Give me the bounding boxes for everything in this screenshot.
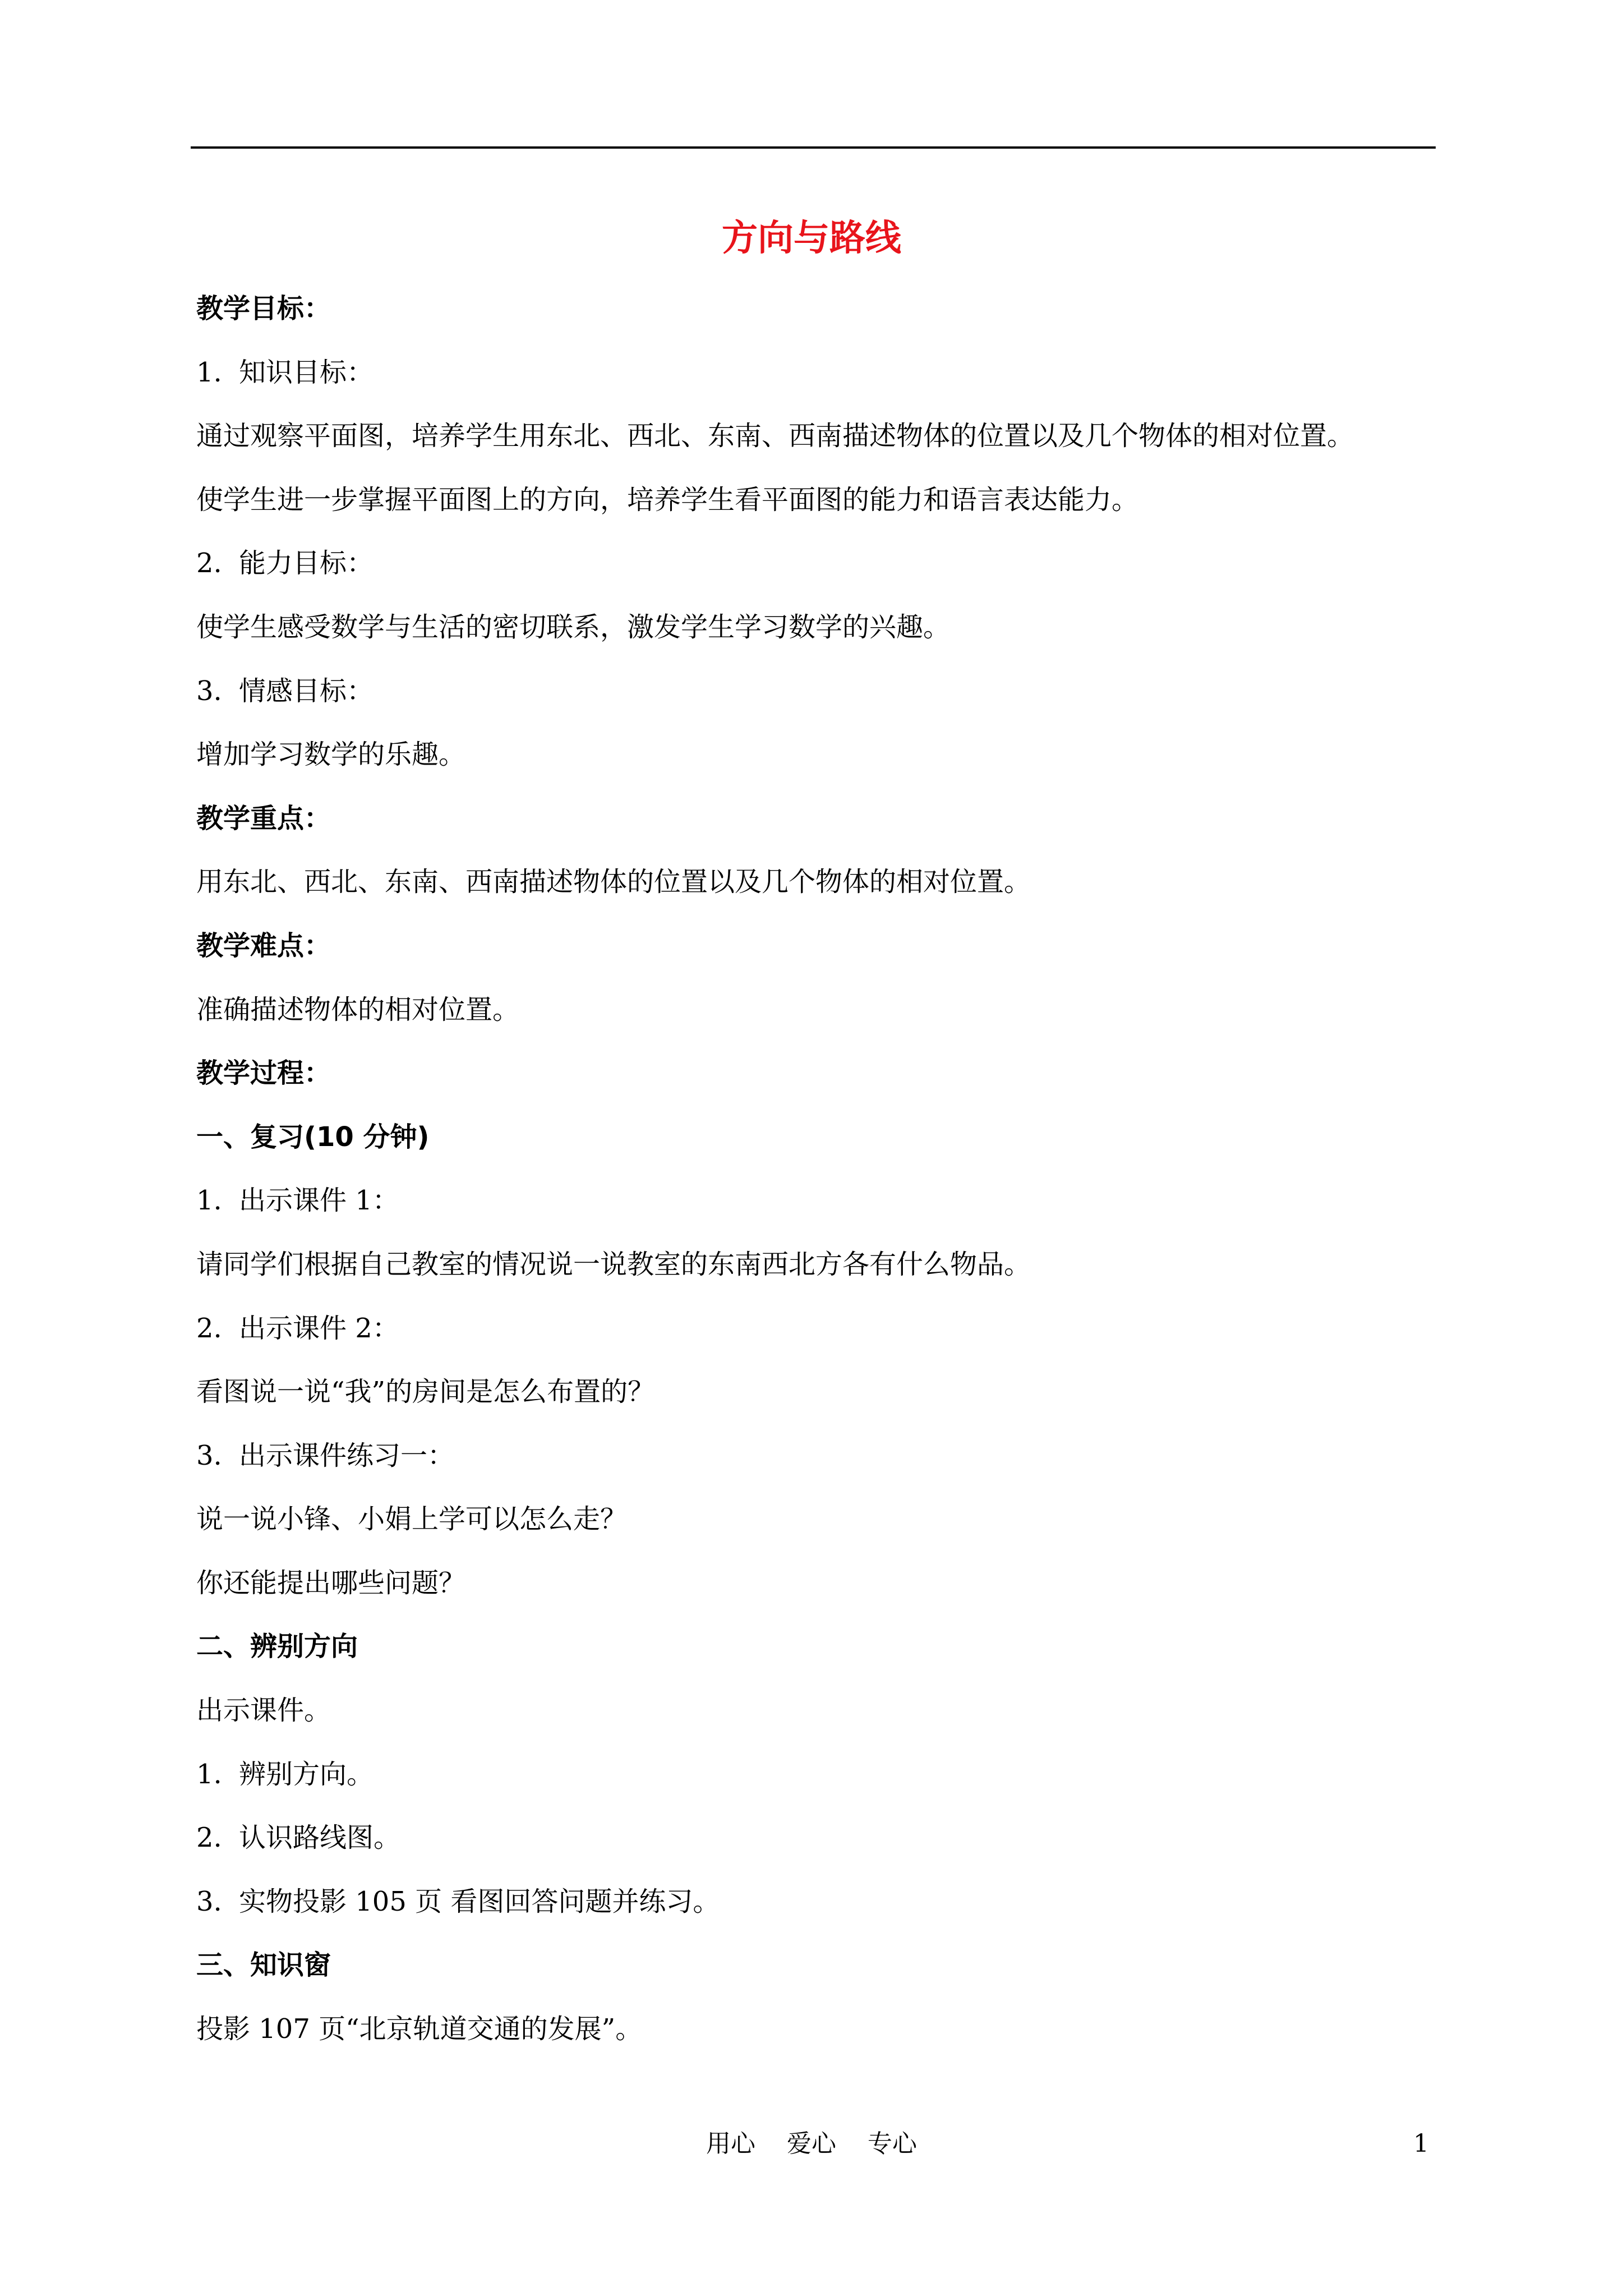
- footer-motto-word: 专心: [868, 2129, 917, 2158]
- paragraph: 投影 107 页“北京轨道交通的发展”。: [196, 2013, 643, 2045]
- list-item: [196, 1757, 1441, 1791]
- paragraph: 出示课件。: [196, 1695, 331, 1727]
- paragraph: 你还能提出哪些问题？: [196, 1567, 466, 1599]
- footer-motto: [0, 2127, 1623, 2161]
- list-item: [196, 1885, 1441, 1918]
- item-number: 1.: [196, 1185, 222, 1217]
- list-item: [196, 1439, 1441, 1473]
- paragraph: 使学生感受数学与生活的密切联系，激发学生学习数学的兴趣。: [196, 611, 951, 643]
- item-number: 3.: [196, 675, 222, 707]
- section-heading: 三、知识窗: [196, 1949, 331, 1981]
- item-number: 2.: [196, 1312, 222, 1344]
- list-item: [196, 1821, 1441, 1855]
- paragraph: 使学生进一步掌握平面图上的方向，培养学生看平面图的能力和语言表达能力。: [196, 484, 1139, 516]
- section-heading: 教学过程：: [196, 1057, 331, 1089]
- list-item: [196, 356, 1441, 389]
- list-item: [196, 1312, 1441, 1345]
- item-number: 3.: [196, 1439, 222, 1471]
- page-number: 1: [1413, 2129, 1429, 2158]
- header-rule: [191, 146, 1436, 149]
- paragraph: 通过观察平面图，培养学生用东北、西北、东南、西南描述物体的位置以及几个物体的相对位置。: [196, 420, 1354, 452]
- list-item: [196, 674, 1441, 708]
- paragraph: 说一说小锋、小娟上学可以怎么走？: [196, 1503, 628, 1535]
- item-text: 情感目标：: [239, 675, 374, 707]
- paragraph: 增加学习数学的乐趣。: [196, 739, 466, 771]
- item-text: 能力目标：: [239, 547, 374, 579]
- section-heading: 一、复习(10 分钟): [196, 1121, 430, 1153]
- item-text: 出示课件 1：: [239, 1185, 399, 1217]
- paragraph: 用东北、西北、东南、西南描述物体的位置以及几个物体的相对位置。: [196, 866, 1031, 898]
- list-item: [196, 1184, 1441, 1217]
- item-text: 知识目标：: [239, 356, 374, 388]
- item-text: 出示课件练习一：: [239, 1439, 455, 1471]
- item-number: 3.: [196, 1885, 222, 1917]
- item-number: 2.: [196, 1822, 222, 1854]
- section-heading: 教学难点：: [196, 930, 331, 961]
- footer-motto-word: 用心: [706, 2129, 755, 2158]
- item-number: 1.: [196, 1758, 222, 1790]
- section-heading: 教学重点：: [196, 802, 331, 834]
- item-text: 辨别方向。: [239, 1758, 374, 1790]
- item-number: 2.: [196, 547, 222, 579]
- section-heading: 教学目标：: [196, 293, 331, 324]
- list-item: [196, 546, 1441, 580]
- item-text: 认识路线图。: [239, 1822, 401, 1854]
- paragraph: 请同学们根据自己教室的情况说一说教室的东南西北方各有什么物品。: [196, 1248, 1031, 1280]
- item-text: 出示课件 2：: [239, 1312, 399, 1344]
- paragraph: 准确描述物体的相对位置。: [196, 993, 520, 1025]
- document-body: [196, 292, 1441, 2076]
- document-title: 方向与路线: [722, 218, 901, 259]
- footer-motto-word: 爱心: [787, 2129, 836, 2158]
- item-text: 实物投影 105 页 看图回答问题并练习。: [239, 1885, 720, 1917]
- paragraph: 看图说一说“我”的房间是怎么布置的？: [196, 1376, 655, 1408]
- item-number: 1.: [196, 356, 222, 388]
- section-heading: 二、辨别方向: [196, 1631, 358, 1663]
